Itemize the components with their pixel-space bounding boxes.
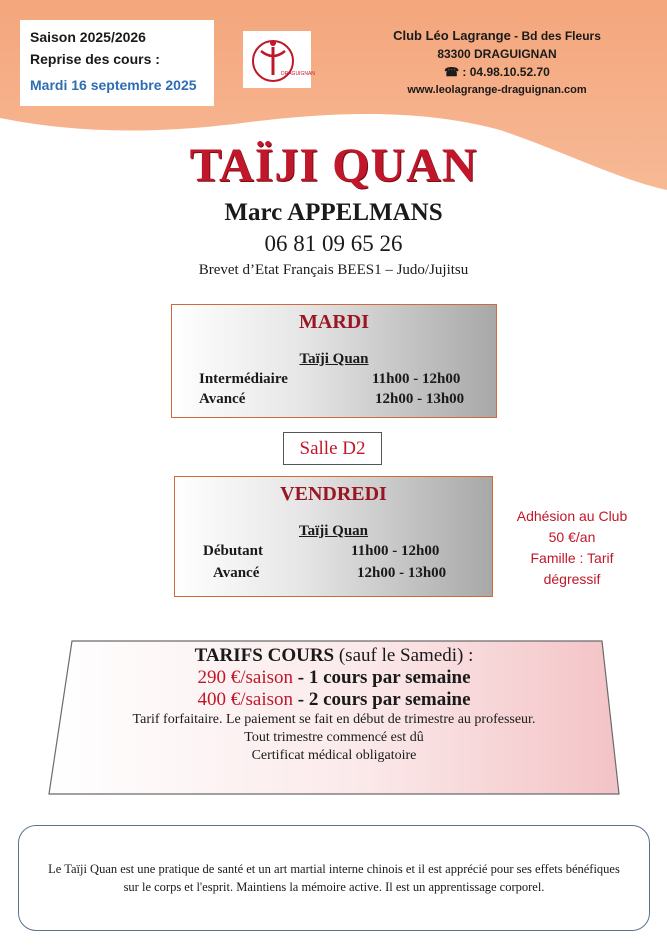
friday-slot-1-time: 11h00 - 12h00 (351, 543, 440, 559)
resume-label: Reprise des cours : (30, 51, 160, 67)
tarif-2-price: 400 €/saison (197, 689, 294, 710)
tuesday-day-label: MARDI (299, 311, 369, 333)
resume-date: Mardi 16 septembre 2025 (30, 77, 197, 93)
tuesday-course-label: Taïji Quan (299, 351, 369, 367)
tuesday-slot-1-time: 11h00 - 12h00 (372, 371, 461, 387)
phone-icon: ☎ (444, 65, 460, 79)
club-city: 83300 DRAGUIGNAN (437, 47, 557, 61)
club-logo-icon (243, 31, 315, 88)
tarif-1-price: 290 €/saison (197, 667, 294, 688)
tarifs-heading: TARIFS COURS (194, 645, 335, 666)
club-logo (243, 31, 315, 88)
tuesday-slot-2-level: Avancé (199, 391, 246, 407)
page-title: TAÏJI QUAN (189, 139, 478, 192)
tuesday-schedule-box (171, 304, 497, 418)
logo-text: DRAGUIGNAN (281, 71, 315, 77)
friday-slot-2-level: Avancé (213, 565, 260, 581)
room-badge: Salle D2 (283, 432, 382, 465)
tarifs-heading-note: (sauf le Samedi) : (334, 645, 474, 666)
club-website[interactable]: www.leolagrange-draguignan.com (407, 84, 587, 96)
club-phone: : 04.98.10.52.70 (459, 65, 550, 79)
friday-slot-1-level: Débutant (203, 543, 264, 559)
tarifs-section (48, 644, 620, 765)
tarif-note-1: Tarif forfaitaire. Le paiement se fait en début de trimestre au professeur. (132, 712, 536, 727)
tarif-1-text: - 1 cours par semaine (293, 667, 471, 688)
tarif-2-text: - 2 cours par semaine (293, 689, 471, 710)
season-info-box (20, 20, 214, 106)
tarif-note-2: Tout trimestre commencé est dû (244, 730, 424, 745)
membership-info (498, 506, 646, 590)
tuesday-slot-2-time: 12h00 - 13h00 (375, 391, 465, 407)
description-box (18, 825, 650, 931)
friday-schedule-box (174, 476, 493, 597)
friday-day-label: VENDREDI (280, 483, 387, 505)
friday-course-label: Taïji Quan (298, 523, 369, 539)
teacher-diploma: Brevet d’Etat Français BEES1 – Judo/Jujitsu (198, 262, 469, 278)
description-text: Le Taïji Quan est une pratique de santé et un art martial interne chinois et il est apprécié pour ses effets bénéfiques sur le corps et l'esprit. Maintiens la mémoire active. Il est un apprentissage corporel. (48, 862, 620, 894)
tuesday-slot-1-level: Intermédiaire (199, 371, 288, 387)
tarif-note-3: Certificat médical obligatoire (251, 748, 417, 763)
membership-line-3: Famille : Tarif (530, 550, 614, 566)
club-address: - Bd des Fleurs (510, 29, 601, 43)
membership-line-4: dégressif (543, 571, 601, 587)
membership-line-2: 50 €/an (548, 529, 596, 545)
teacher-phone: 06 81 09 65 26 (264, 231, 403, 256)
club-name: Club Léo Lagrange (393, 28, 511, 43)
season-label: Saison 2025/2026 (30, 29, 146, 45)
teacher-name: Marc APPELMANS (224, 199, 443, 226)
club-contact-info (352, 27, 642, 99)
friday-slot-2-time: 12h00 - 13h00 (357, 565, 447, 581)
membership-line-1: Adhésion au Club (516, 508, 628, 524)
